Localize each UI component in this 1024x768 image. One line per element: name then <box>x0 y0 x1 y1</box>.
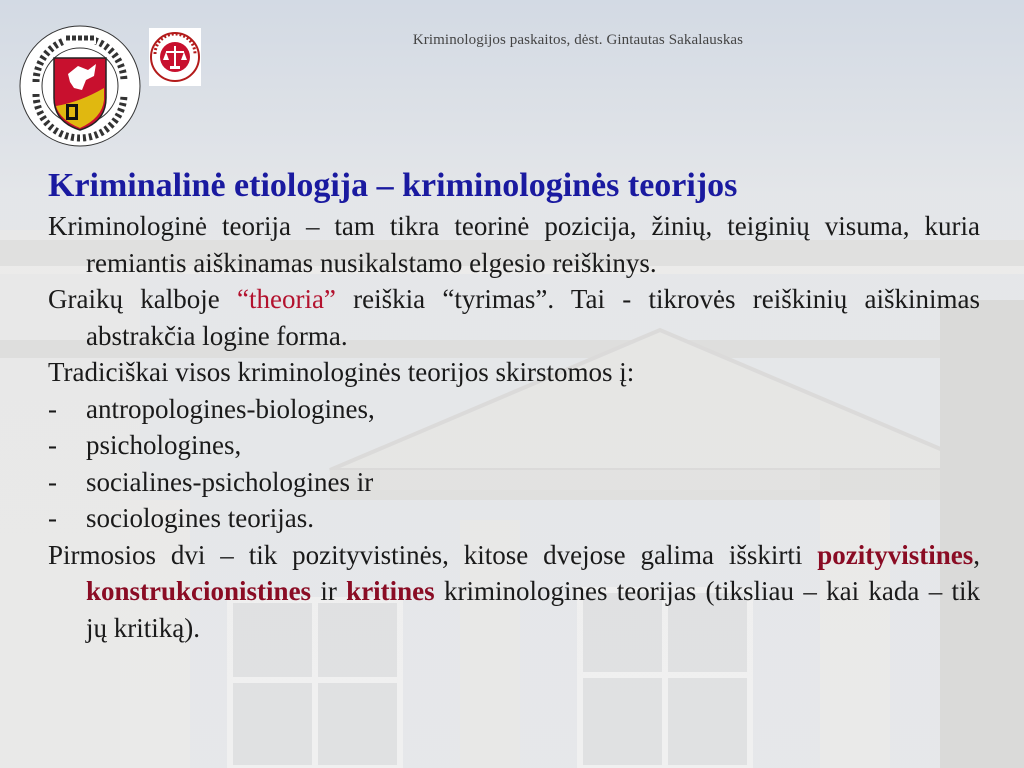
term-positivist: pozityvistines <box>817 539 974 570</box>
list-dash: - <box>48 466 57 497</box>
slide-title: Kriminalinė etiologija – kriminologinės teorijos <box>48 167 738 204</box>
conclusion-sep-1: , <box>973 539 980 570</box>
conclusion-lead: Pirmosios dvi – tik pozityvistinės, kitose dvejose galima išskirti <box>48 539 818 570</box>
list-item <box>48 464 980 501</box>
list-item <box>48 427 980 464</box>
conclusion-sep-2: ir <box>311 576 347 606</box>
list-dash: - <box>48 503 57 533</box>
list-item-text: antropologines-biologines, <box>86 393 375 424</box>
theoria-quote: “theoria” <box>236 284 336 314</box>
paragraph-etymology <box>48 281 980 354</box>
etymology-lead: Graikų kalboje <box>48 284 237 314</box>
term-constructionist: konstrukcionistines <box>86 576 312 606</box>
list-item-text: sociologines teorijas. <box>86 503 314 533</box>
conclusion-rest: kriminologines teorijas (tiksliau – kai kada – tik jų kritiką). <box>86 576 981 643</box>
list-dash: - <box>48 393 57 424</box>
course-header: Kriminologijos paskaitos, dėst. Gintautas Sakalauskas <box>412 32 744 48</box>
term-critical: kritines <box>346 576 435 606</box>
etymology-rest: reiškia “tyrimas”. Tai - tikrovės reiškinių aiškinimas abstrakčia logine forma. <box>86 284 980 351</box>
paragraph-conclusion <box>48 537 980 647</box>
list-item-text: psichologines, <box>86 430 242 460</box>
paragraph-definition: Kriminologinė teorija – tam tikra teorinė pozicija, žinių, teiginių visuma, kuria remiantis aiškinamas nusikalstamo elgesio reiškinys. <box>48 211 980 278</box>
paragraph-classification: Tradiciškai visos kriminologinės teorijos skirstomos į: <box>48 357 635 387</box>
list-item <box>48 500 980 537</box>
slide-body <box>48 208 980 646</box>
list-item <box>48 391 980 428</box>
theory-list <box>48 391 980 537</box>
list-item-text: socialines-psichologines ir <box>86 466 374 497</box>
list-dash: - <box>48 430 57 460</box>
